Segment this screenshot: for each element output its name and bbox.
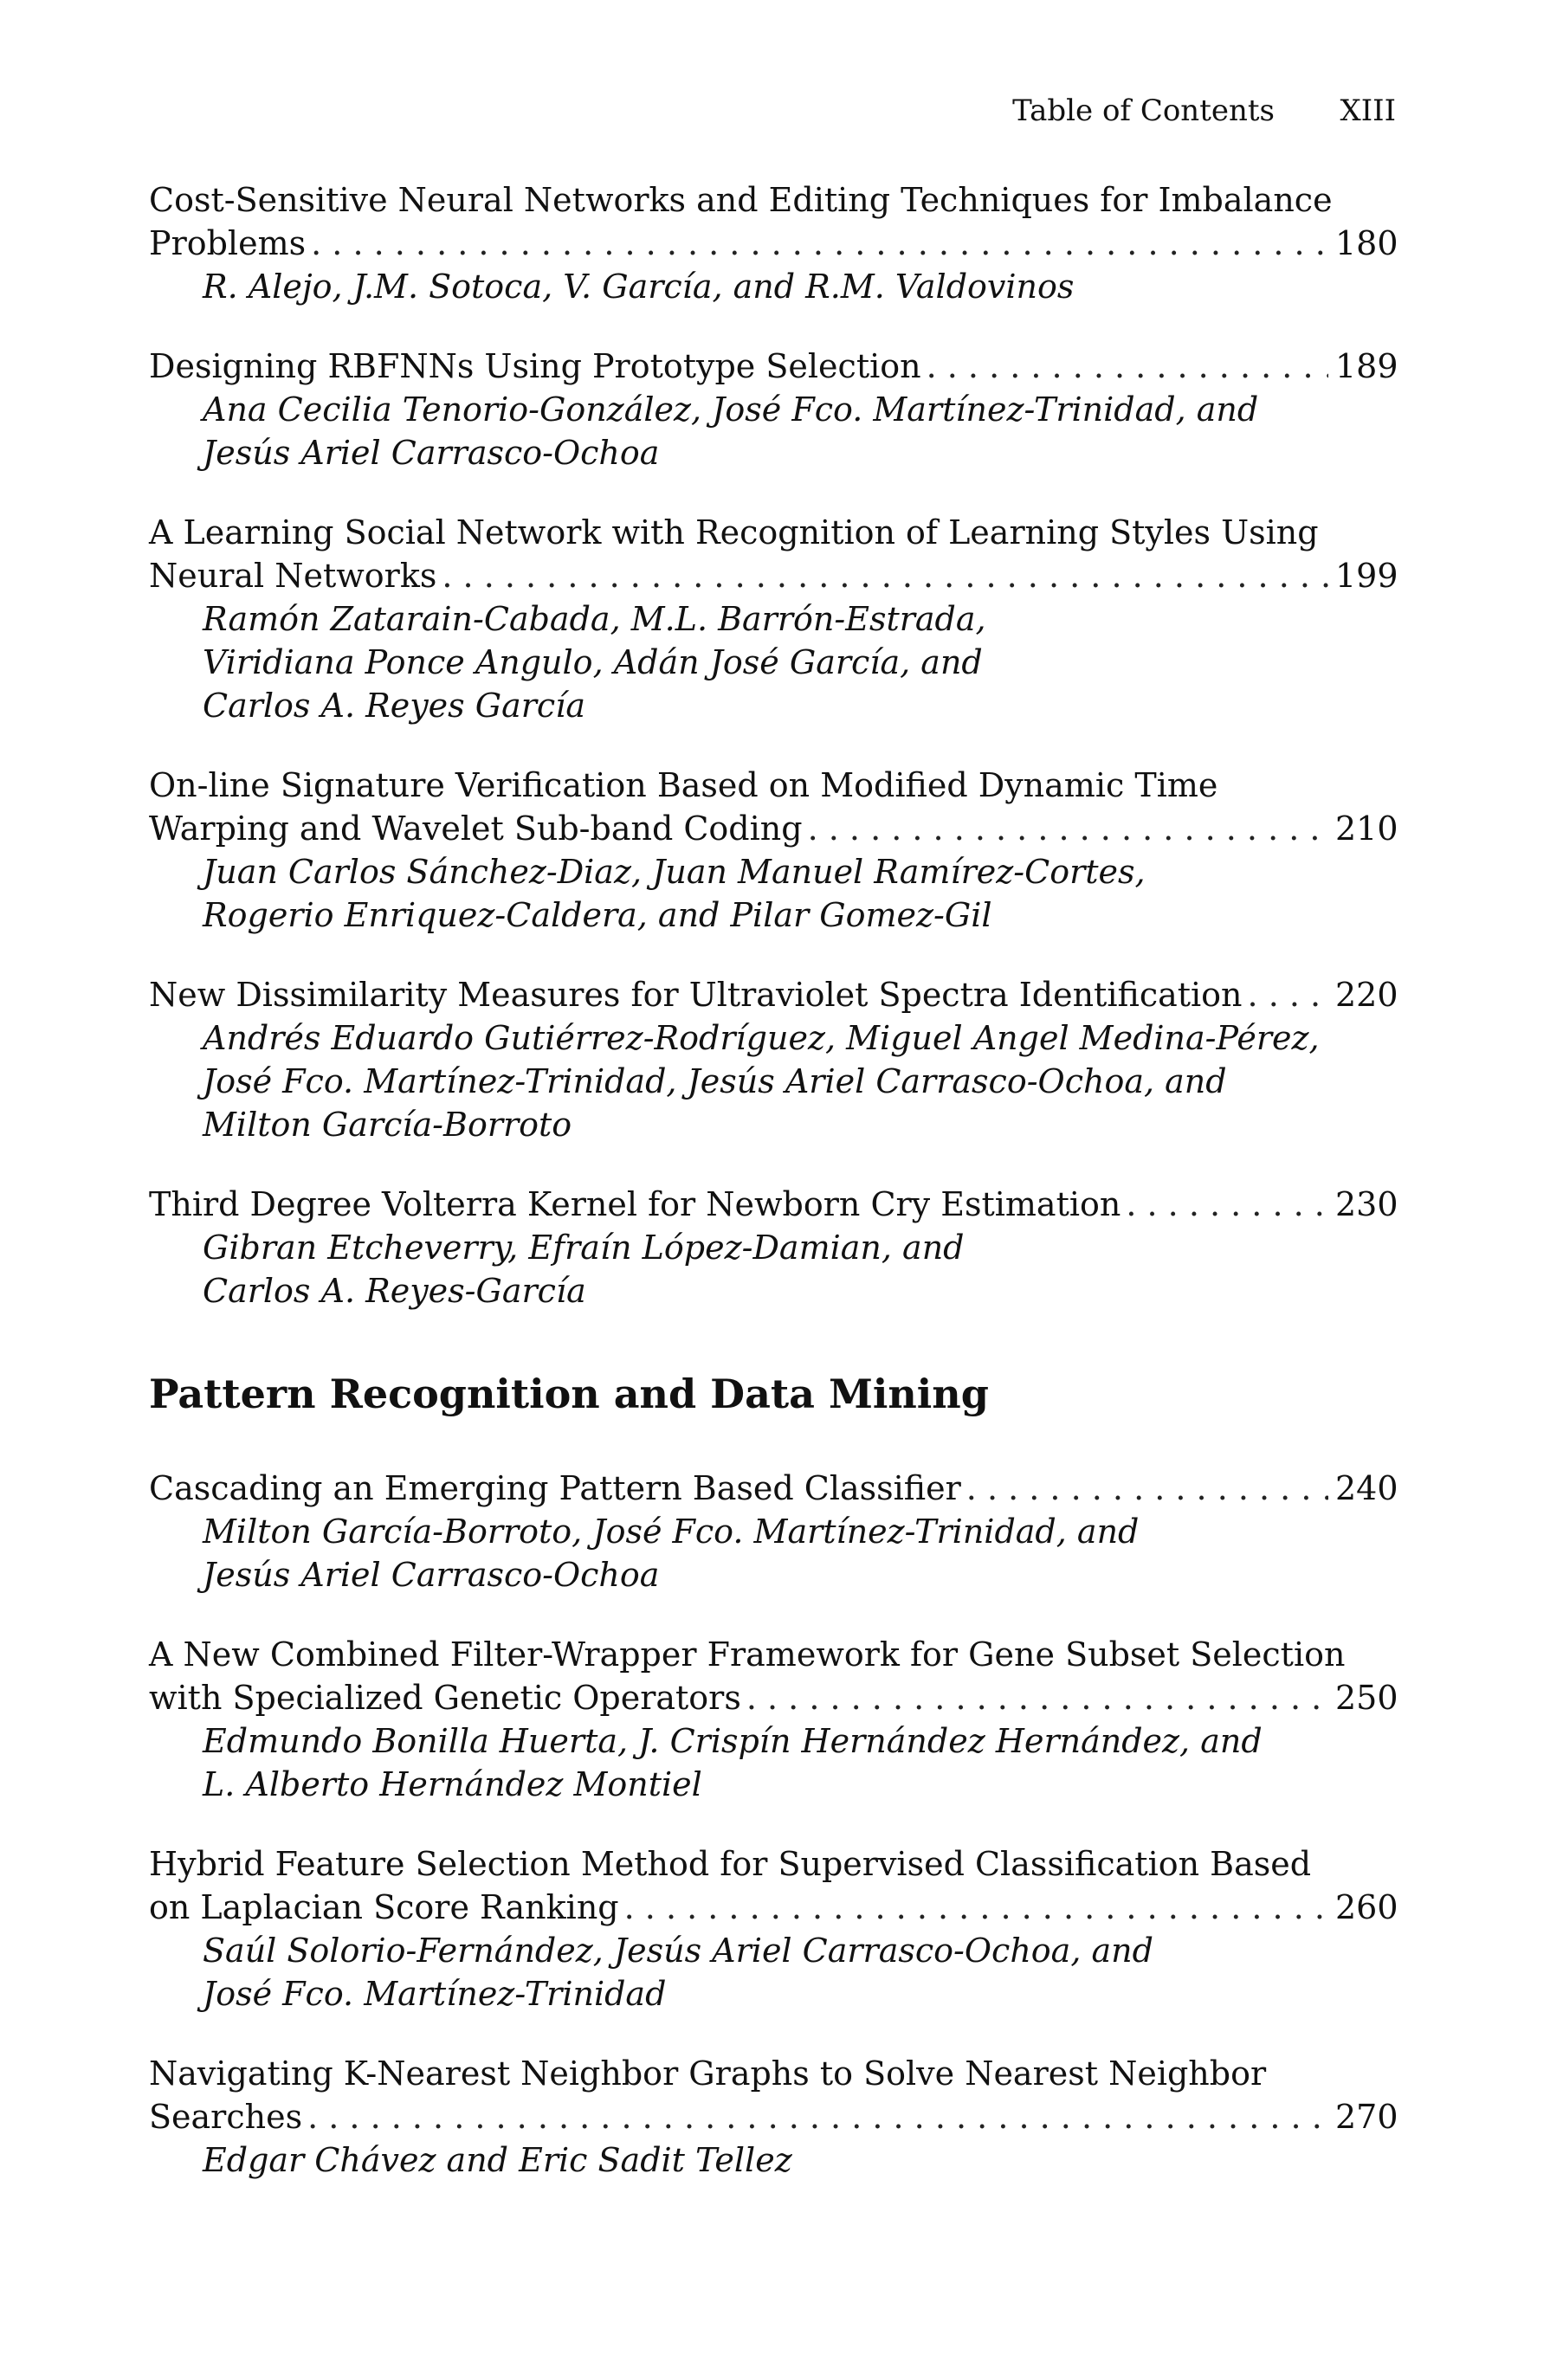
dot-leader (746, 1676, 1328, 1719)
toc-page (149, 87, 1396, 2218)
dot-leader (624, 1886, 1328, 1929)
entry-title-last-line (149, 1886, 1396, 1929)
entry-title-last-line (149, 1183, 1396, 1226)
toc-entry[interactable] (149, 178, 1396, 308)
entry-authors-line: Milton García-Borroto, José Fco. Martínez-Trinidad, and (203, 1512, 1140, 1551)
entry-title-line: A New Combined Filter-Wrapper Framework for Gene Subset Selection (149, 1635, 1346, 1674)
entry-authors-line: L. Alberto Hernández Montiel (203, 1765, 702, 1803)
entry-title-line: Navigating K-Nearest Neighbor Graphs to Solve Nearest Neighbor (149, 2054, 1267, 2093)
entry-page-number: 250 (1335, 1679, 1398, 1717)
entry-title-last-line (149, 1467, 1396, 1510)
entry-title-last-line (149, 2095, 1396, 2138)
entry-authors-line: Edgar Chávez and Eric Sadit Tellez (203, 2141, 792, 2179)
dot-leader (307, 2095, 1328, 2138)
toc-entry[interactable] (149, 1633, 1396, 1806)
toc-entry[interactable] (149, 511, 1396, 727)
entry-authors-line: Jesús Ariel Carrasco-Ochoa (203, 434, 660, 472)
entry-title-text: Neural Networks (149, 557, 437, 595)
entry-title-last-line (149, 807, 1396, 850)
entry-authors-line: Jesús Ariel Carrasco-Ochoa (203, 1556, 660, 1594)
entry-title-text: Third Degree Volterra Kernel for Newborn Cry Estimation (149, 1185, 1121, 1223)
entry-title-text: Searches (149, 2098, 303, 2136)
entry-page-number: 210 (1335, 809, 1398, 848)
entry-title-text: Warping and Wavelet Sub-band Coding (149, 809, 803, 848)
dot-leader (1126, 1183, 1328, 1226)
entry-authors-line: Viridiana Ponce Angulo, Adán José García, and (203, 643, 983, 681)
toc-entry[interactable] (149, 2052, 1396, 2182)
entry-authors-line: R. Alejo, J.M. Sotoca, V. García, and R.M. Valdovinos (203, 268, 1075, 306)
toc-list-before (149, 178, 1396, 1313)
entry-title-line: Cost-Sensitive Neural Networks and Editing Techniques for Imbalance (149, 181, 1333, 219)
toc-entry[interactable] (149, 973, 1396, 1146)
entry-page-number: 230 (1335, 1185, 1398, 1223)
running-head (149, 87, 1396, 139)
entry-title-last-line (149, 973, 1396, 1016)
entry-authors-line: José Fco. Martínez-Trinidad, Jesús Ariel Carrasco-Ochoa, and (203, 1062, 1227, 1100)
entry-authors-line: Milton García-Borroto (203, 1106, 572, 1144)
dot-leader (808, 807, 1328, 850)
entry-title-text: Problems (149, 224, 307, 262)
toc-entry[interactable] (149, 1467, 1396, 1596)
dot-leader (1248, 973, 1328, 1016)
entry-title-text: New Dissimilarity Measures for Ultraviolet Spectra Identification (149, 976, 1243, 1014)
entry-title-line: Hybrid Feature Selection Method for Supervised Classification Based (149, 1845, 1312, 1883)
entry-authors-line: Andrés Eduardo Gutiérrez-Rodríguez, Miguel Angel Medina-Pérez, (203, 1019, 1320, 1057)
entry-authors-line: Ana Cecilia Tenorio-González, José Fco. Martínez-Trinidad, and (203, 390, 1259, 429)
entry-title-text: on Laplacian Score Ranking (149, 1888, 619, 1926)
toc-entry[interactable] (149, 1183, 1396, 1313)
entry-title-last-line (149, 554, 1396, 597)
entry-page-number: 220 (1335, 976, 1398, 1014)
entry-authors-line: José Fco. Martínez-Trinidad (203, 1975, 667, 2013)
dot-leader (927, 345, 1328, 388)
toc-entry[interactable] (149, 345, 1396, 474)
entry-authors-line: Ramón Zatarain-Cabada, M.L. Barrón-Estrada, (203, 600, 986, 638)
entry-authors-line: Carlos A. Reyes-García (203, 1272, 586, 1310)
dot-leader (966, 1467, 1328, 1510)
toc-entry[interactable] (149, 1842, 1396, 2016)
entry-page-number: 270 (1335, 2098, 1398, 2136)
entry-authors-line: Saúl Solorio-Fernández, Jesús Ariel Carrasco-Ochoa, and (203, 1932, 1153, 1970)
dot-leader (311, 222, 1328, 265)
entry-title-last-line (149, 345, 1396, 388)
entry-authors-line: Edmundo Bonilla Huerta, J. Crispín Hernández Hernández, and (203, 1722, 1263, 1760)
entry-authors-line: Gibran Etcheverry, Efraín López-Damian, and (203, 1229, 965, 1267)
toc-entry[interactable] (149, 764, 1396, 937)
entry-title-text: Designing RBFNNs Using Prototype Selection (149, 347, 921, 385)
page-number: XIII (1340, 94, 1396, 128)
entry-title-last-line (149, 1676, 1396, 1719)
running-title: Table of Contents (1012, 94, 1275, 128)
entry-title-line: A Learning Social Network with Recognition of Learning Styles Using (149, 513, 1319, 551)
toc-list-after (149, 1467, 1396, 2182)
entry-title-line: On-line Signature Verification Based on Modified Dynamic Time (149, 766, 1218, 804)
entry-authors-line: Juan Carlos Sánchez-Diaz, Juan Manuel Ramírez-Cortes, (203, 853, 1146, 891)
dot-leader (442, 554, 1328, 597)
entry-authors-line: Rogerio Enriquez-Caldera, and Pilar Gomez-Gil (203, 896, 992, 934)
entry-title-text: Cascading an Emerging Pattern Based Classifier (149, 1469, 961, 1507)
entry-page-number: 199 (1335, 557, 1398, 595)
entry-page-number: 180 (1335, 224, 1398, 262)
entry-page-number: 189 (1335, 347, 1398, 385)
section-heading: Pattern Recognition and Data Mining (149, 1371, 989, 1417)
entry-authors-line: Carlos A. Reyes García (203, 687, 586, 725)
entry-title-last-line (149, 222, 1396, 265)
entry-page-number: 260 (1335, 1888, 1398, 1926)
entry-title-text: with Specialized Genetic Operators (149, 1679, 741, 1717)
entry-page-number: 240 (1335, 1469, 1398, 1507)
